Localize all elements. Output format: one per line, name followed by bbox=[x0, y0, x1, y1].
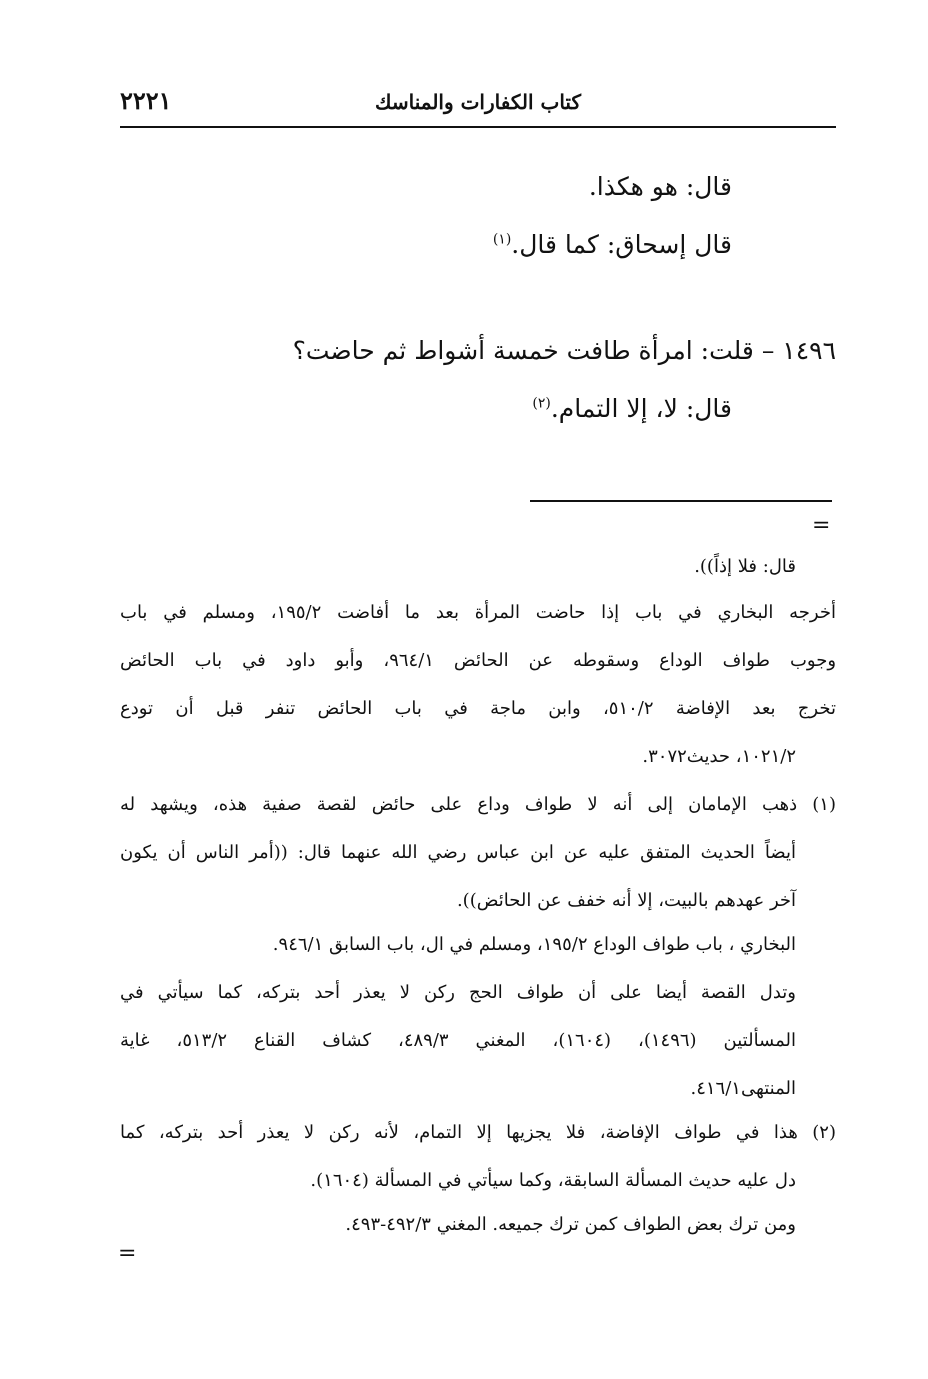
footnote-line: آخر عهدهم بالبيت، إلا أنه خفف عن الحائض)). bbox=[456, 890, 796, 911]
question-text: ١٤٩٦ – قلت: امرأة طافت خمسة أشواط ثم حاضت؟ bbox=[292, 336, 836, 365]
question-line bbox=[293, 336, 836, 365]
footnote-line: دل عليه حديث المسألة السابقة، وكما سيأتي في المسألة (١٦٠٤). bbox=[310, 1170, 796, 1191]
footnote-line: وتدل القصة أيضا على أن طواف الحج ركن لا يعذر أحد بتركه، كما سيأتي في bbox=[120, 982, 796, 1003]
footnote-line: البخاري ، باب طواف الوداع ١٩٥/٢، ومسلم في ال، باب السابق ٩٤٦/١. bbox=[272, 934, 796, 955]
footnote-line: ومن ترك بعض الطواف كمن ترك جميعه. المغني ٤٩٢/٣-٤٩٣. bbox=[345, 1214, 796, 1235]
footnote-ref: (٢) bbox=[532, 395, 551, 412]
continuation-mark: = bbox=[118, 1241, 137, 1266]
footnote-line: أيضاً الحديث المتفق عليه عن ابن عباس رضي الله عنهما قال: ((أمر الناس أن يكون bbox=[120, 842, 797, 863]
footnote-line: المنتهى٤١٦/١. bbox=[690, 1078, 796, 1099]
footnote-line: قال: فلا إذاً)). bbox=[694, 556, 796, 577]
footnote-line: أخرجه البخاري في باب إذا حاضت المرأة بعد ما أفاضت ١٩٥/٢، ومسلم في باب bbox=[120, 602, 836, 623]
main-line-text: قال: لا، إلا التمام. bbox=[550, 394, 732, 423]
footnote-line: ١٠٢١/٢، حديث٣٠٧٢. bbox=[642, 746, 796, 767]
footnote-separator bbox=[530, 500, 832, 502]
footnote-line: (١) ذهب الإمامان إلى أنه لا طواف وداع على حائض لقصة صفية هذه، ويشهد له bbox=[120, 794, 836, 815]
continuation-mark: = bbox=[812, 513, 831, 538]
footnote-ref: (١) bbox=[492, 231, 512, 248]
main-line bbox=[532, 394, 732, 423]
page-header bbox=[120, 82, 836, 126]
footnote-line: وجوب طواف الوداع وسقوطه عن الحائض ٩٦٤/١، وأبو داود في باب الحائض bbox=[120, 650, 837, 671]
running-title: كتاب الكفارات والمناسك bbox=[375, 90, 581, 114]
footnote-line: المسألتين (١٤٩٦)، (١٦٠٤)، المغني ٤٨٩/٣، كشاف القناع ٥١٣/٢، غاية bbox=[120, 1030, 797, 1051]
main-line bbox=[589, 172, 732, 201]
main-line-text: قال: هو هكذا. bbox=[588, 172, 732, 201]
footnote-line: (٢) هذا في طواف الإفاضة، فلا يجزيها إلا التمام، لأنه ركن لا يعذر أحد بتركه، كما bbox=[120, 1122, 836, 1143]
main-line-text: قال إسحاق: كما قال. bbox=[511, 230, 732, 259]
main-line bbox=[493, 230, 732, 259]
page-number: ٢٢٢١ bbox=[120, 86, 172, 115]
footnote-line: تخرج بعد الإفاضة ٥١٠/٢، وابن ماجة في باب الحائض تنفر قبل أن تودع bbox=[120, 698, 836, 719]
header-rule bbox=[120, 126, 836, 128]
